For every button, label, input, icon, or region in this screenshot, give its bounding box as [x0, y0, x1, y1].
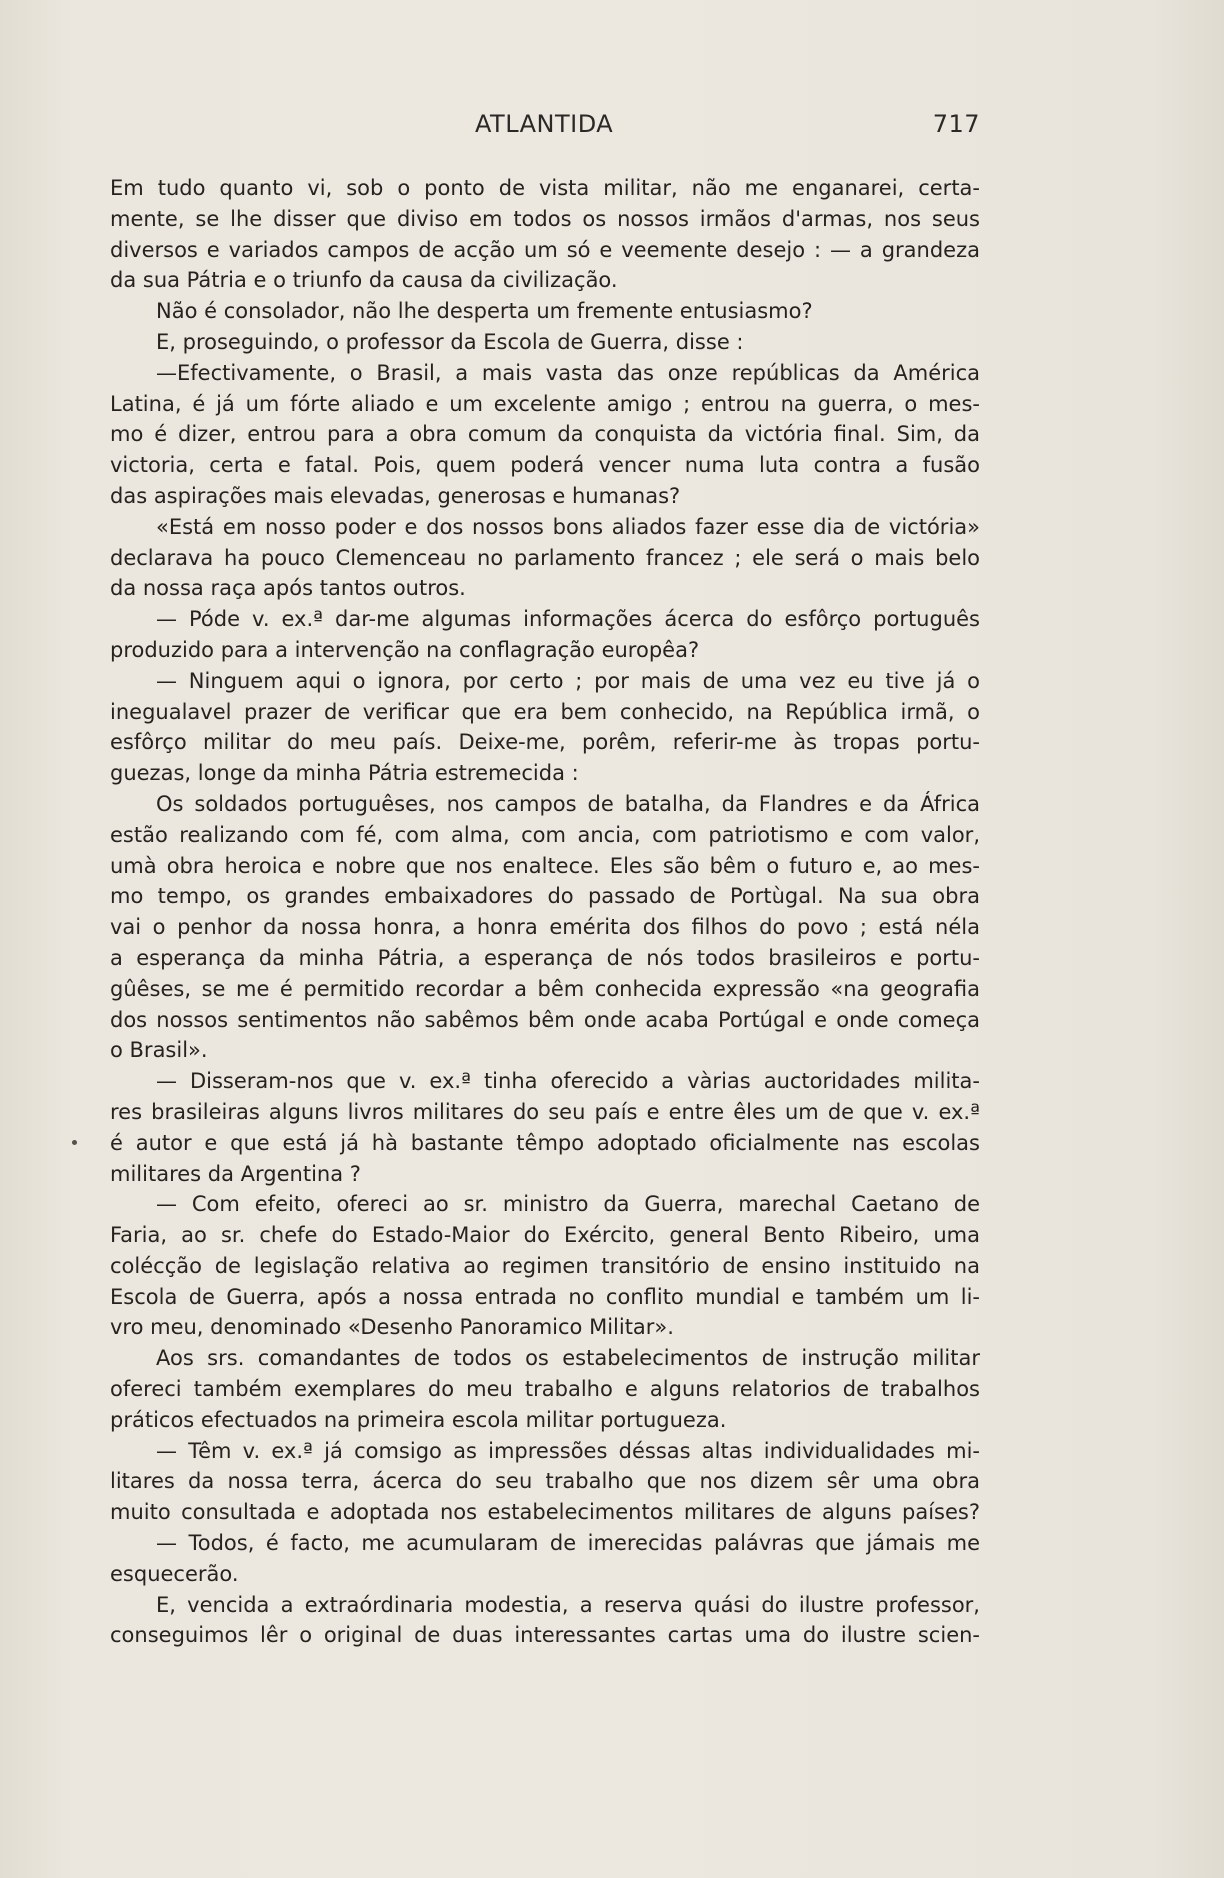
- text-line: mo é dizer, entrou para a obra comum da conquista da victória final. Sim, da: [110, 422, 980, 447]
- text-line: — Póde v. ex.ª dar-me algumas informações ácerca do esfôrço português: [156, 607, 980, 632]
- text-line: Não é consolador, não lhe desperta um fremente entusiasmo?: [156, 299, 813, 324]
- text-line: — Com efeito, ofereci ao sr. ministro da Guerra, marechal Caetano de: [156, 1192, 980, 1217]
- text-line: — Têm v. ex.ª já comsigo as impressões déssas altas individualidades mi-: [156, 1438, 980, 1463]
- text-line: da sua Pátria e o triunfo da causa da civilização.: [110, 268, 618, 293]
- page-number: 717: [932, 110, 980, 138]
- text-line: mo tempo, os grandes embaixadores do passado de Portùgal. Na sua obra: [110, 884, 980, 909]
- text-line: Em tudo quanto vi, sob o ponto de vista militar, não me enganarei, certa-: [110, 176, 980, 200]
- article-body: [110, 173, 980, 1651]
- text-line: — Ninguem aqui o ignora, por certo ; por mais de uma vez eu tive já o: [156, 668, 980, 693]
- text-line: victoria, certa e fatal. Pois, quem poderá vencer numa luta contra a fusão: [110, 453, 980, 478]
- text-line: é autor e que está já hà bastante têmpo adoptado oficialmente nas escolas: [110, 1130, 980, 1155]
- text-line: produzido para a intervenção na conflagração europêa?: [110, 637, 700, 662]
- text-line: guezas, longe da minha Pátria estremecida :: [110, 761, 579, 786]
- text-line: — Disseram-nos que v. ex.ª tinha oferecido a vàrias auctoridades milita-: [156, 1069, 980, 1094]
- text-line: —Efectivamente, o Brasil, a mais vasta das onze repúblicas da América: [156, 360, 980, 385]
- text-line: o Brasil».: [110, 1038, 208, 1063]
- text-line: práticos efectuados na primeira escola militar portugueza.: [110, 1407, 727, 1432]
- text-line: das aspirações mais elevadas, generosas e humanas?: [110, 483, 681, 508]
- text-line: conseguimos lêr o original de duas interessantes cartas uma do ilustre scien-: [110, 1623, 980, 1648]
- text-line: dos nossos sentimentos não sabêmos bêm onde acaba Portúgal e onde começa: [110, 1007, 980, 1032]
- text-line: — Todos, é facto, me acumularam de imerecidas palávras que jámais me: [156, 1531, 980, 1556]
- ink-speck: [72, 1140, 77, 1145]
- text-line: inegualavel prazer de verificar que era bem conhecido, na República irmã, o: [110, 699, 980, 724]
- text-line: mente, se lhe disser que diviso em todos os nossos irmãos d'armas, nos seus: [110, 206, 980, 231]
- text-line: muito consultada e adoptada nos estabelecimentos militares de alguns países?: [110, 1500, 980, 1525]
- text-line: E, vencida a extraórdinaria modestia, a reserva quási do ilustre professor,: [156, 1592, 980, 1617]
- text-line: E, proseguindo, o professor da Escola de Guerra, disse :: [156, 329, 744, 354]
- text-line: Os soldados portuguêses, nos campos de batalha, da Flandres e da África: [156, 791, 980, 816]
- text-line: a esperança da minha Pátria, a esperança de nós todos brasileiros e portu-: [110, 945, 980, 970]
- text-line: diversos e variados campos de acção um só e veemente desejo : — a grandeza: [110, 237, 980, 262]
- text-line: colécção de legislação relativa ao regimen transitório de ensino instituido na: [110, 1253, 980, 1278]
- text-line: ofereci também exemplares do meu trabalho e alguns relatorios de trabalhos: [110, 1377, 980, 1402]
- text-line: Escola de Guerra, após a nossa entrada no conflito mundial e também um li-: [110, 1284, 980, 1309]
- text-line: declarava ha pouco Clemenceau no parlamento francez ; ele será o mais belo: [110, 545, 980, 570]
- text-line: estão realizando com fé, com alma, com ancia, com patriotismo e com valor,: [110, 822, 980, 847]
- journal-title: ATLANTIDA: [475, 110, 614, 138]
- text-line: «Está em nosso poder e dos nossos bons aliados fazer esse dia de victória»: [156, 514, 980, 539]
- text-line: vro meu, denominado «Desenho Panoramico Militar».: [110, 1315, 674, 1340]
- text-line: vai o penhor da nossa honra, a honra emérita dos filhos do povo ; está néla: [110, 915, 980, 940]
- text-line: Latina, é já um fórte aliado e um excelente amigo ; entrou na guerra, o mes-: [110, 391, 980, 416]
- text-line: res brasileiras alguns livros militares do seu país e entre êles um de que v. ex.ª: [110, 1099, 980, 1124]
- text-line: militares da Argentina ?: [110, 1161, 361, 1186]
- running-header: [110, 110, 980, 146]
- text-line: Faria, ao sr. chefe do Estado-Maior do Exército, general Bento Ribeiro, uma: [110, 1223, 980, 1248]
- text-line: da nossa raça após tantos outros.: [110, 576, 466, 601]
- text-line: umà obra heroica e nobre que nos enaltece. Eles são bêm o futuro e, ao mes-: [110, 853, 980, 878]
- text-line: Aos srs. comandantes de todos os estabelecimentos de instrução militar: [156, 1346, 980, 1371]
- text-line: gûêses, se me é permitido recordar a bêm conhecida expressão «na geografia: [110, 976, 980, 1001]
- text-line: litares da nossa terra, ácerca do seu trabalho que nos dizem sêr uma obra: [110, 1469, 980, 1494]
- text-line: esquecerão.: [110, 1561, 239, 1586]
- text-line: esfôrço militar do meu país. Deixe-me, porêm, referir-me às tropas portu-: [110, 730, 980, 755]
